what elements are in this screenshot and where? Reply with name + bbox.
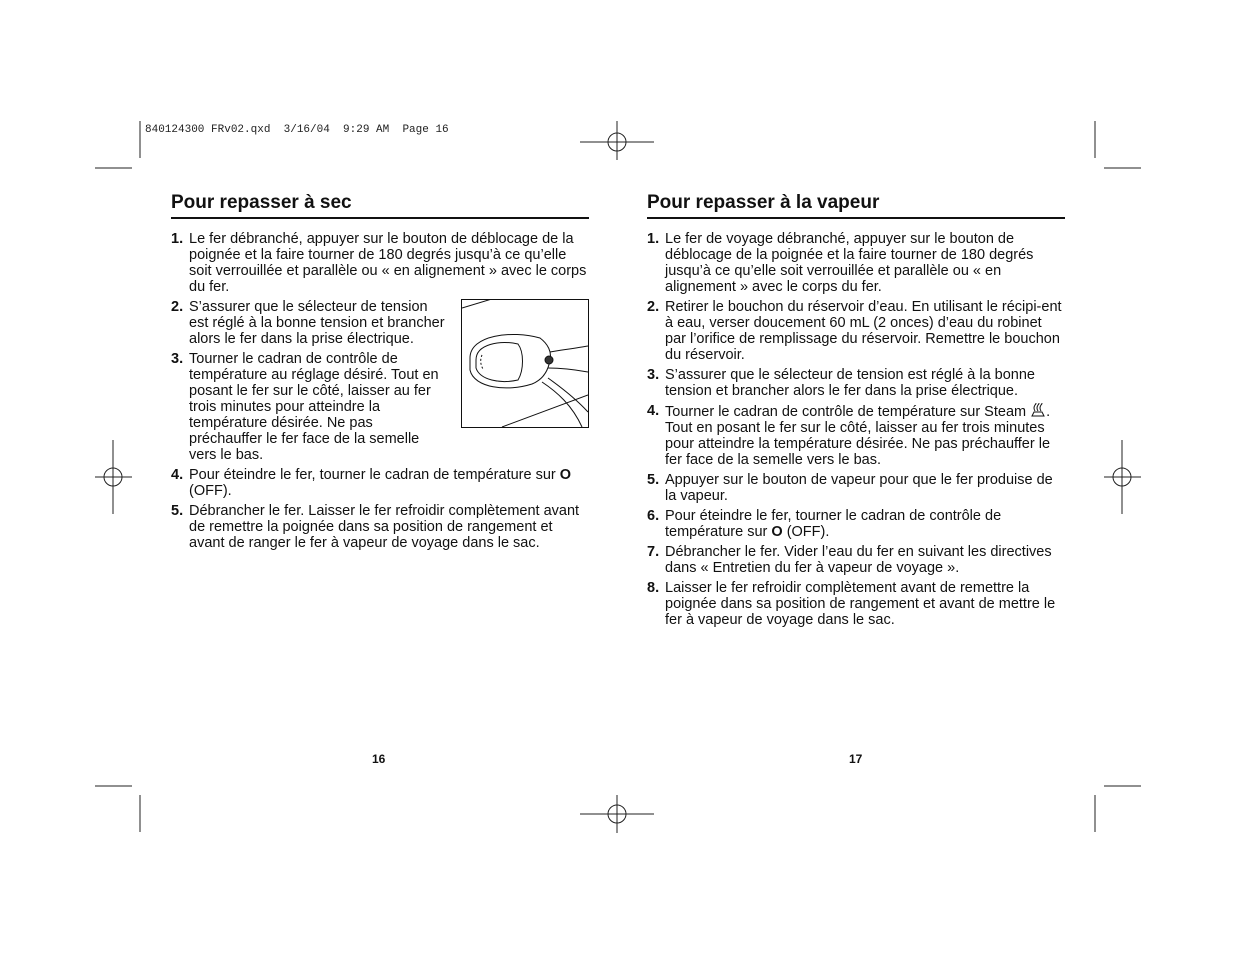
page-number-right: 17: [849, 752, 863, 766]
step-text: S’assurer que le sélecteur de tension est réglé à la bonne tension et brancher alors le fer dans la prise électrique.: [665, 367, 1035, 399]
list-item: [647, 403, 1065, 468]
list-item: [171, 503, 589, 551]
step-number: 7.: [647, 544, 660, 560]
step-text: Pour éteindre le fer, tourner le cadran de contrôle de température sur: [665, 508, 1002, 540]
step-text: Retirer le bouchon du réservoir d’eau. En utilisant le récipi-ent à eau, verser doucement 60 mL (2 onces) d’eau du robinet par l’orifice de remplissage du réservoir. Remettre le bouchon du réservoir.: [665, 299, 1062, 363]
list-item: [171, 467, 589, 499]
list-item: [647, 231, 1065, 295]
step-number: 3.: [647, 367, 660, 383]
step-number: 4.: [647, 403, 660, 419]
list-item: [647, 472, 1065, 504]
step-text: Débrancher le fer. Vider l’eau du fer en suivant les directives dans « Entretien du fer à vapeur de voyage ».: [665, 544, 1052, 576]
list-item: [171, 231, 589, 295]
section-title: Pour repasser à sec: [171, 192, 589, 219]
step-number: 4.: [171, 467, 184, 483]
step-text-tail: (OFF).: [782, 524, 830, 540]
list-item: [647, 508, 1065, 540]
section-title: Pour repasser à la vapeur: [647, 192, 1065, 219]
step-text-tail: (OFF).: [189, 483, 232, 499]
step-text: Le fer de voyage débranché, appuyer sur le bouton de déblocage de la poignée et la faire tourner de 180 degrés jusqu’à ce qu’elle soit verrouillée et parallèle ou « en alignement » avec le corps du fer.: [665, 231, 1034, 295]
step-text: Le fer débranché, appuyer sur le bouton de déblocage de la poignée et la faire tourner de 180 degrés jusqu’à ce qu’elle soit verrouillée et parallèle ou « en alignement » avec le corps du fer.: [189, 231, 587, 295]
page-number-left: 16: [372, 752, 386, 766]
step-number: 8.: [647, 580, 660, 596]
steam-ironing-steps: [647, 231, 1065, 628]
step-number: 2.: [171, 299, 184, 315]
off-symbol: O: [771, 524, 783, 540]
step-text: Pour éteindre le fer, tourner le cadran de température sur: [189, 467, 556, 483]
step-text-tail: . Tout en posant le fer sur le côté, laisser au fer trois minutes pour atteindre la température désirée. Ne pas préchauffer le fer face de la semelle vers le bas.: [665, 404, 1051, 468]
list-item: [647, 544, 1065, 576]
dry-ironing-steps: [171, 231, 589, 551]
list-item: [647, 367, 1065, 399]
step-number: 1.: [647, 231, 660, 247]
dry-ironing-section: [171, 192, 589, 555]
step-number: 3.: [171, 351, 184, 367]
step-number: 1.: [171, 231, 184, 247]
list-item: [647, 580, 1065, 628]
step-number: 5.: [647, 472, 660, 488]
step-text: Appuyer sur le bouton de vapeur pour que le fer produise de la vapeur.: [665, 472, 1053, 504]
step-text: Laisser le fer refroidir complètement avant de remettre la poignée dans sa position de rangement et avant de mettre le fer à vapeur de voyage dans le sac.: [665, 580, 1056, 628]
off-symbol: O: [559, 467, 572, 483]
step-text: Tourner le cadran de contrôle de température au réglage désiré. Tout en posant le fer sur le côté, laisser au fer trois minutes pour atteindre la température désirée. Ne pas préchauffer le fer face de la semelle vers le bas.: [189, 351, 439, 463]
step-text: Débrancher le fer. Laisser le fer refroidir complètement avant de remettre la poignée dans sa position de rangement et avant de ranger le fer à vapeur de voyage dans le sac.: [189, 503, 580, 551]
step-text: Tourner le cadran de contrôle de température sur Steam: [665, 404, 1027, 420]
steam-icon: [1030, 403, 1046, 417]
step-text: S’assurer que le sélecteur de tension est réglé à la bonne tension et brancher alors le fer dans la prise électrique.: [189, 299, 445, 347]
list-item: [171, 299, 589, 347]
step-number: 2.: [647, 299, 660, 315]
list-item: [171, 351, 589, 463]
step-number: 6.: [647, 508, 660, 524]
file-slug: 840124300 FRv02.qxd 3/16/04 9:29 AM Page 16: [145, 124, 449, 136]
steam-ironing-section: [647, 192, 1065, 632]
step-number: 5.: [171, 503, 184, 519]
list-item: [647, 299, 1065, 363]
